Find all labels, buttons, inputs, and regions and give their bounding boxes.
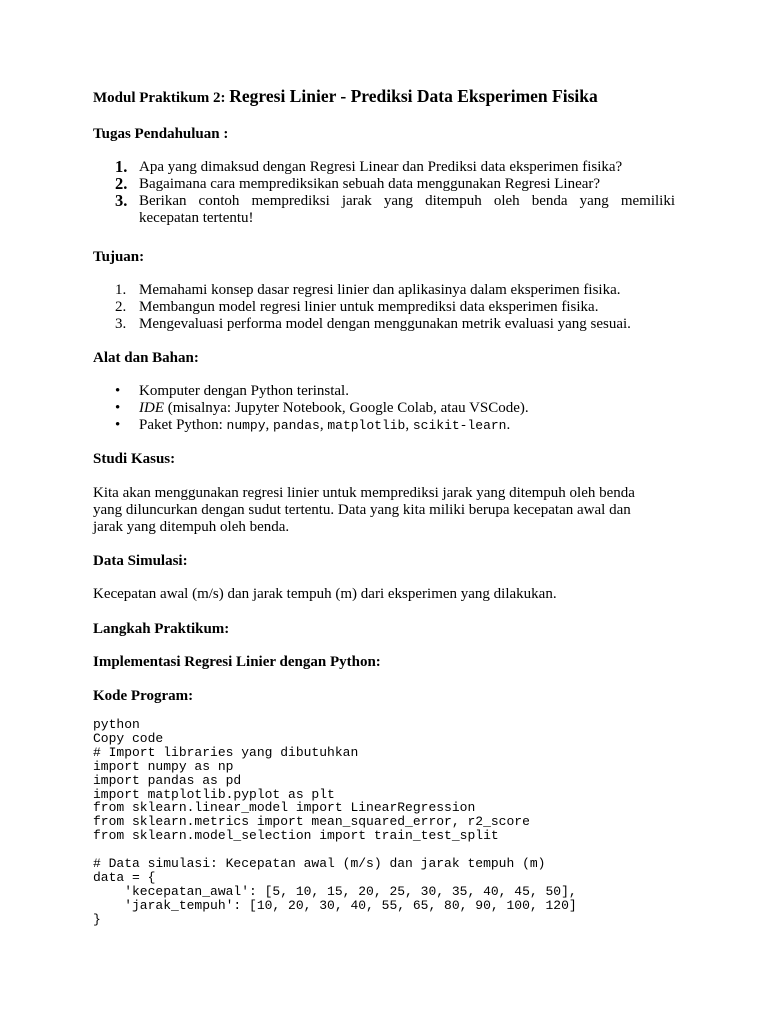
heading-studi-kasus: Studi Kasus: [93, 451, 176, 467]
heading-tugas-pendahuluan: Tugas Pendahuluan : [93, 126, 229, 142]
heading-data-simulasi: Data Simulasi: [93, 553, 188, 569]
list-number: 3. [115, 191, 128, 210]
bullet-icon: • [115, 417, 121, 433]
studi-kasus-paragraph [93, 485, 675, 536]
heading-alat-dan-bahan: Alat dan Bahan: [93, 350, 199, 366]
heading-kode-program: Kode Program: [93, 688, 194, 704]
list-item [93, 316, 675, 333]
list-item [93, 383, 675, 400]
list-item [93, 193, 675, 227]
list-text-line: Berikan contoh memprediksi jarak yang ditempuh oleh benda yang memiliki [139, 193, 675, 209]
list-item [93, 417, 675, 434]
list-number: 1. [115, 157, 128, 176]
bullet-icon: • [115, 383, 121, 399]
package-name: matplotlib [327, 418, 406, 433]
list-end: . [506, 417, 511, 433]
list-item [93, 176, 675, 193]
list-text: Komputer dengan Python terinstal. [139, 383, 349, 399]
package-name: numpy [226, 418, 266, 433]
list-number: 2. [115, 299, 127, 315]
list-text-emphasis: IDE [139, 400, 164, 416]
list-item [93, 299, 675, 316]
title-main: Regresi Linier - Prediksi Data Eksperimen Fisika [229, 86, 598, 106]
list-item [93, 282, 675, 299]
list-text: Mengevaluasi performa model dengan menggunakan metrik evaluasi yang sesuai. [139, 316, 631, 332]
separator: , [265, 417, 274, 433]
heading-langkah-praktikum: Langkah Praktikum: [93, 621, 230, 637]
list-text: Paket Python: [139, 417, 227, 433]
alat-list [93, 383, 675, 434]
paragraph-line: jarak yang ditempuh oleh benda. [93, 519, 290, 535]
document-title [93, 86, 675, 107]
paragraph-line: Kita akan menggunakan regresi linier untuk memprediksi jarak yang ditempuh oleh benda [93, 485, 635, 501]
tugas-list [93, 159, 675, 227]
list-text: Membangun model regresi linier untuk memprediksi data eksperimen fisika. [139, 299, 599, 315]
list-text: (misalnya: Jupyter Notebook, Google Colab, atau VSCode). [164, 400, 529, 416]
data-simulasi-paragraph: Kecepatan awal (m/s) dan jarak tempuh (m) dari eksperimen yang dilakukan. [93, 586, 557, 602]
list-number: 3. [115, 316, 127, 332]
package-name: pandas [273, 418, 320, 433]
list-text: Memahami konsep dasar regresi linier dan aplikasinya dalam eksperimen fisika. [139, 282, 621, 298]
bullet-icon: • [115, 400, 121, 416]
code-block: python Copy code # Import libraries yang dibutuhkan import numpy as np import pandas as pd import matplotlib.pyplot as plt from sklearn.linear_model import LinearRegression from sklearn.metrics import mean_squared_error, r2_score from sklearn.model_selection import train_test_split # Data simulasi: Kecepatan awal (m/s) dan jarak tempuh (m) data = { 'kecepatan_awal': [5, 10, 15, 20, 25, 30, 35, 40, 45, 50], 'jarak_tempuh': [10, 20, 30, 40, 55, 65, 80, 90, 100, 120] } [93, 717, 577, 927]
list-number: 2. [115, 174, 128, 193]
list-text: Apa yang dimaksud dengan Regresi Linear dan Prediksi data eksperimen fisika? [139, 159, 623, 175]
list-item [93, 400, 675, 417]
list-item [93, 159, 675, 176]
paragraph-line: yang diluncurkan dengan sudut tertentu. Data yang kita miliki berupa kecepatan awal dan [93, 502, 631, 518]
separator: , [405, 417, 413, 433]
list-number: 1. [115, 282, 127, 298]
tujuan-list [93, 282, 675, 333]
list-text-line: kecepatan tertentu! [139, 210, 254, 226]
title-prefix: Modul Praktikum 2: [93, 90, 230, 106]
list-text: Bagaimana cara memprediksikan sebuah data menggunakan Regresi Linear? [139, 176, 601, 192]
package-name: scikit-learn [412, 418, 507, 433]
heading-tujuan: Tujuan: [93, 249, 145, 265]
heading-implementasi: Implementasi Regresi Linier dengan Python: [93, 654, 381, 670]
separator: , [319, 417, 328, 433]
